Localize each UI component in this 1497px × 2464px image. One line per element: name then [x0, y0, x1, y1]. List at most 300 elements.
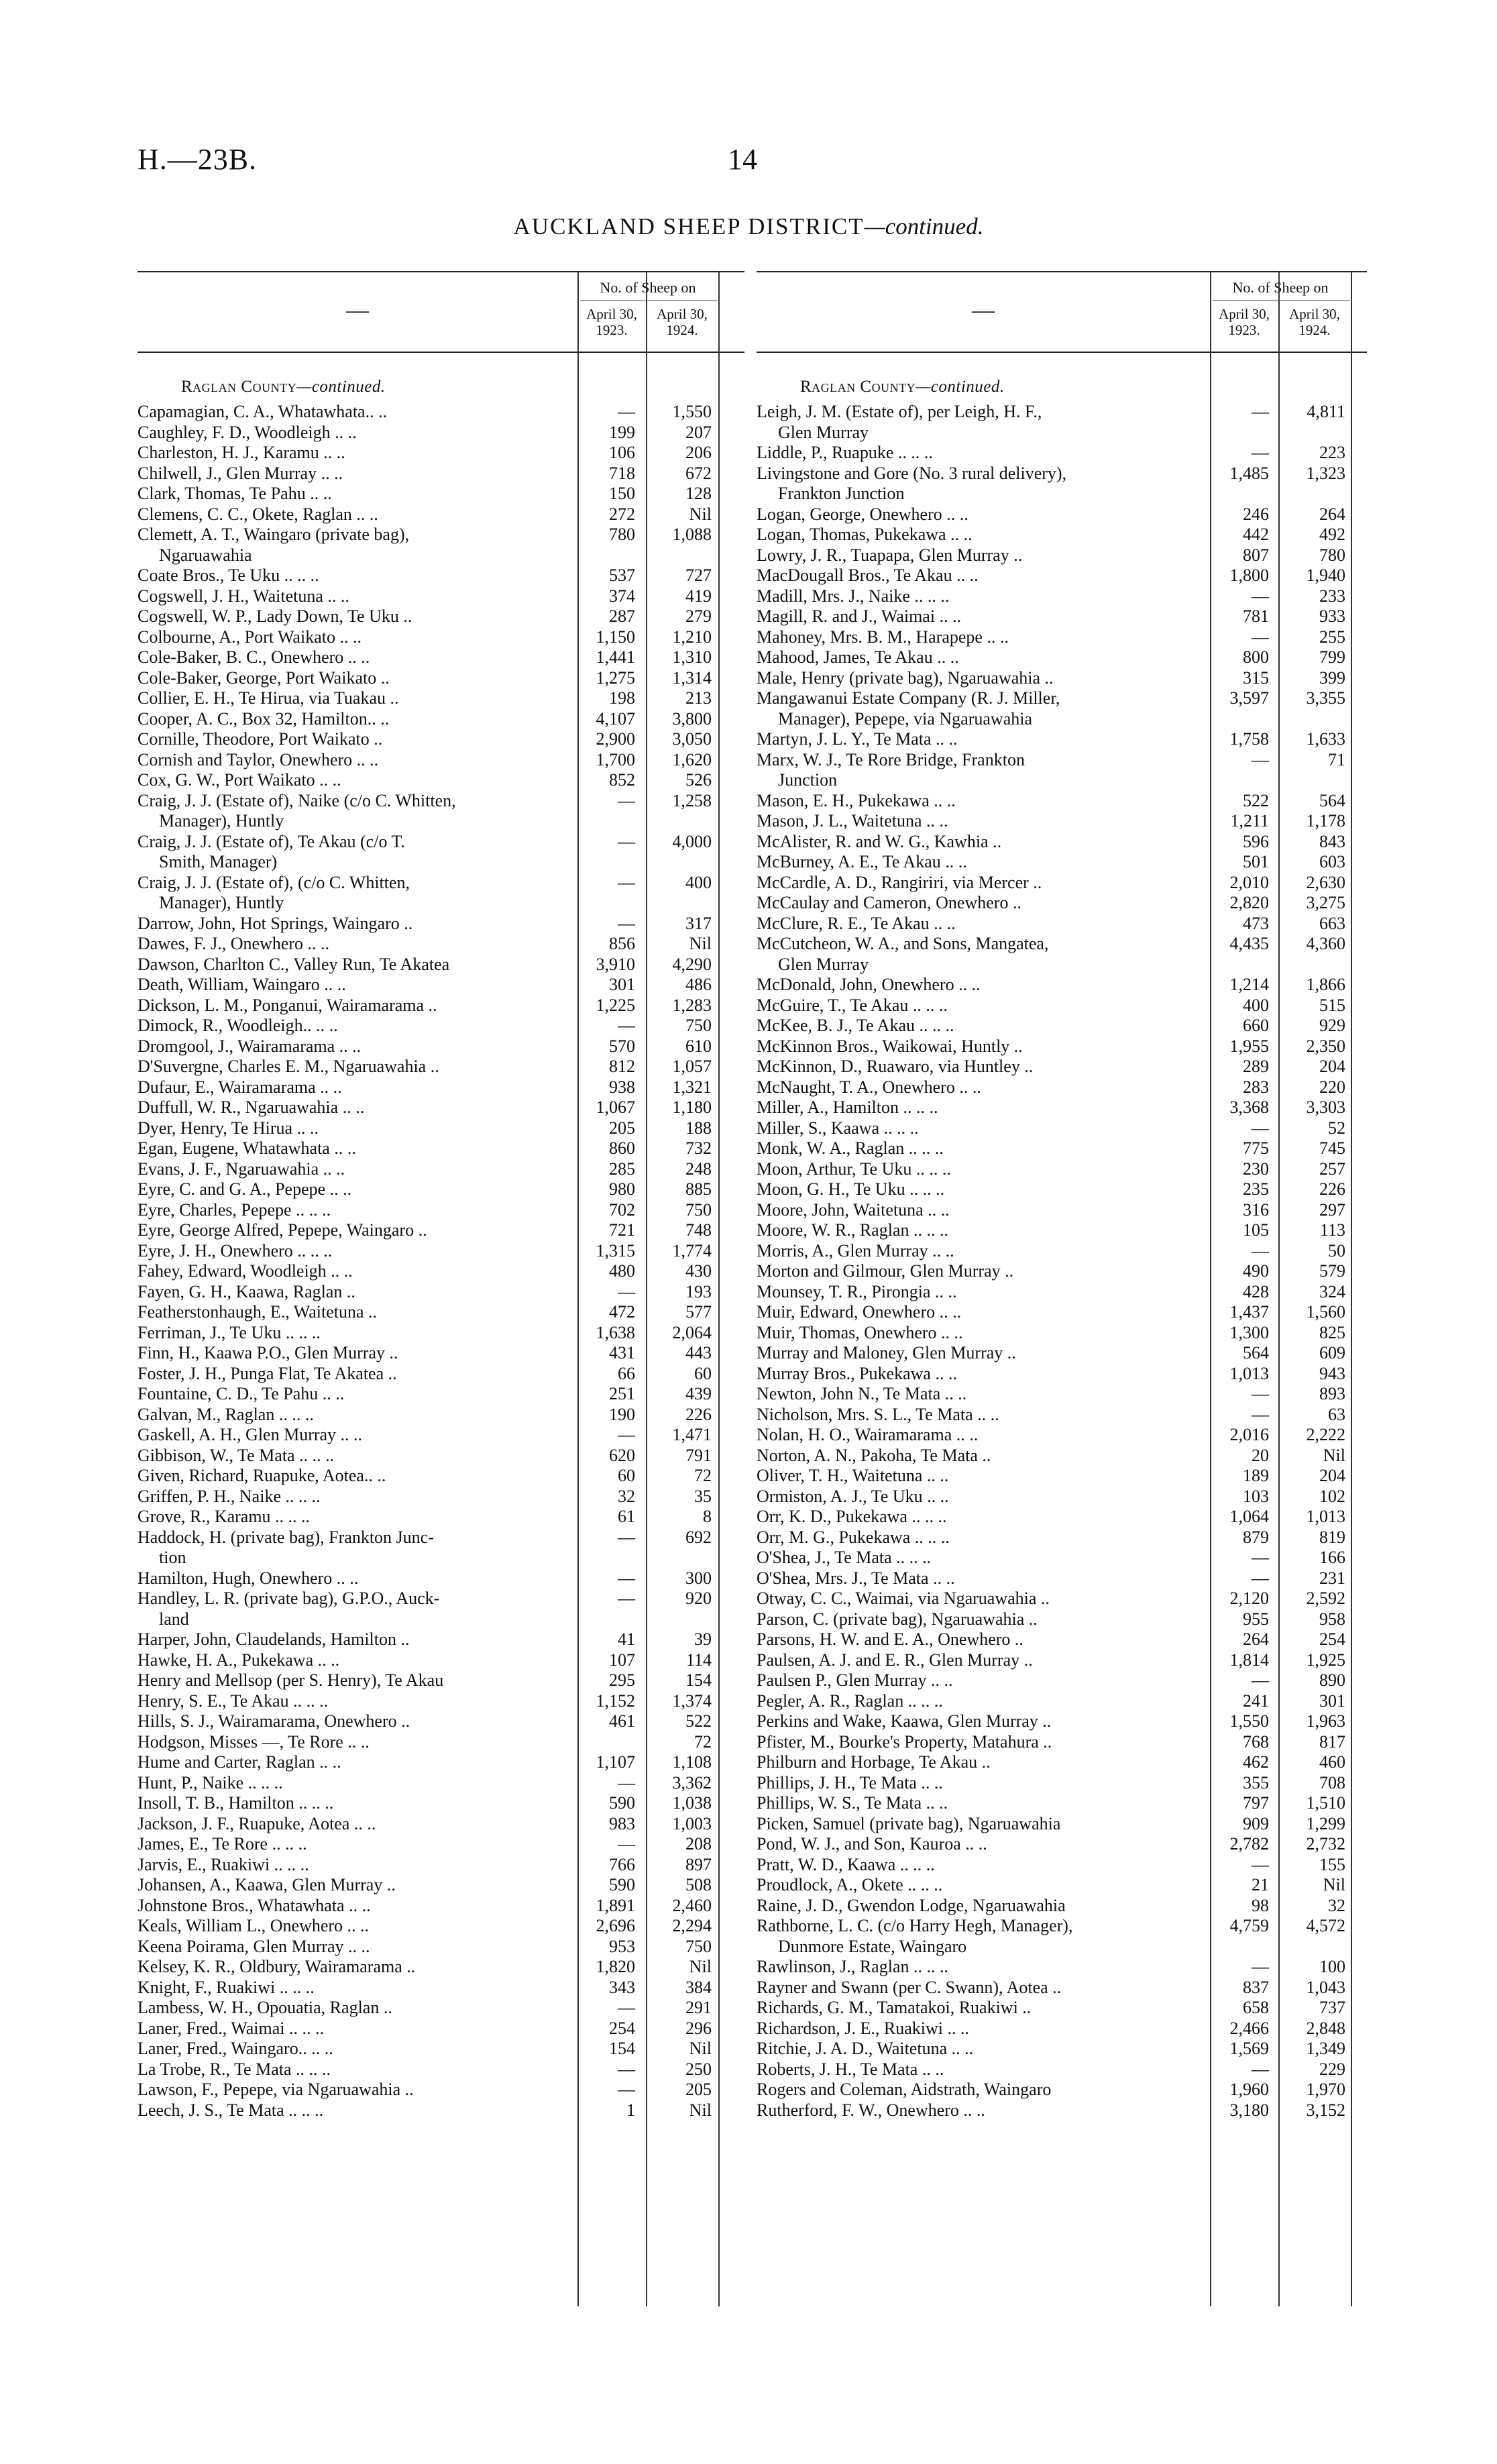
table-row [137, 1487, 744, 1507]
sheep-1923: 1 [626, 2100, 635, 2120]
holder-name-line: Evans, J. F., Ngaruawahia .. .. [137, 1159, 345, 1179]
table-row [757, 914, 1367, 934]
holder-name [757, 1814, 1203, 1835]
holder-name [137, 1998, 567, 2019]
holder-name-line: Lowry, J. R., Tuapapa, Glen Murray .. [757, 545, 1023, 565]
table-row [757, 1241, 1367, 1262]
holder-name [757, 791, 1203, 812]
county-heading [181, 378, 386, 396]
sheep-1923: 702 [609, 1199, 635, 1220]
holder-name-line-2: Manager), Huntly [159, 893, 284, 912]
holder-name-line: Moore, John, Waitetuna .. .. [757, 1199, 950, 1220]
holder-name-line: Cole-Baker, B. C., Onewhero .. .. [137, 647, 370, 667]
table-row [757, 647, 1367, 668]
sheep-1923: — [1252, 627, 1269, 647]
holder-name-line: Chilwell, J., Glen Murray .. .. [137, 463, 343, 483]
holder-name [137, 504, 567, 525]
holder-name [137, 996, 567, 1016]
table-row [137, 791, 744, 832]
sheep-1923: — [618, 1834, 635, 1854]
holder-name [757, 647, 1203, 668]
sheep-1924: 50 [1328, 1240, 1345, 1261]
holder-name [137, 1834, 567, 1855]
holder-name-line: Death, William, Waingaro .. .. [137, 975, 346, 994]
holder-name [757, 668, 1203, 689]
holder-name [757, 1752, 1203, 1773]
holder-name [757, 1711, 1203, 1732]
holder-name-line: Rathborne, L. C. (c/o Harry Hegh, Manager), [757, 1916, 1073, 1935]
table-row [137, 1896, 744, 1917]
header-col-1923-l2: 1923. [1228, 322, 1260, 338]
sheep-1924: 893 [1319, 1384, 1345, 1403]
holder-name-line: McAlister, R. and W. G., Kawhia .. [757, 831, 1002, 851]
holder-name-line: Phillips, W. S., Te Mata .. .. [757, 1793, 948, 1813]
table-row [137, 1159, 744, 1180]
header-col-1924-l2: 1924. [1298, 322, 1331, 338]
sheep-1924: 492 [1319, 525, 1345, 544]
sheep-1924: 672 [685, 463, 712, 483]
sheep-1924: 226 [1319, 1179, 1345, 1199]
holder-name [757, 1077, 1203, 1098]
sheep-1924: 564 [1319, 790, 1345, 810]
holder-name [137, 1855, 567, 1876]
sheep-1923: 1,955 [1229, 1036, 1269, 1056]
table-row [757, 1016, 1367, 1036]
table-row [757, 688, 1367, 729]
holder-name [137, 1323, 567, 1344]
sheep-1924: 1,258 [672, 790, 712, 810]
holder-name [137, 1466, 567, 1487]
sheep-1924: 1,321 [672, 1077, 712, 1097]
table-row [757, 1752, 1367, 1773]
sheep-1924: 2,592 [1306, 1589, 1345, 1608]
table-row [137, 750, 744, 771]
holder-name [137, 1097, 567, 1118]
holder-name-line: Pegler, A. R., Raglan .. .. .. [757, 1691, 943, 1711]
holder-name-line: Cox, G. W., Port Waikato .. .. [137, 770, 341, 790]
sheep-1924: 748 [685, 1220, 712, 1240]
sheep-1923: 852 [609, 770, 635, 790]
table-row [757, 2059, 1367, 2080]
holder-name-line: O'Shea, Mrs. J., Te Mata .. .. [757, 1568, 955, 1588]
holder-name-line: Martyn, J. L. Y., Te Mata .. .. [757, 729, 958, 749]
holder-name [137, 1282, 567, 1303]
sheep-1923: 1,437 [1229, 1302, 1269, 1322]
holder-name [137, 1405, 567, 1426]
table-row [757, 729, 1367, 750]
holder-name-line: Kelsey, K. R., Oldbury, Wairamarama .. [137, 1957, 416, 1976]
sheep-1923: — [618, 2059, 635, 2079]
sheep-1924: 52 [1328, 1118, 1345, 1138]
holder-name [137, 1179, 567, 1200]
holder-name [757, 1179, 1203, 1200]
holder-name-line: Collier, E. H., Te Hirua, via Tuakau .. [137, 688, 399, 708]
holder-name [757, 566, 1203, 586]
sheep-1923: 938 [609, 1077, 635, 1097]
table-row [757, 975, 1367, 996]
holder-name [137, 1711, 567, 1732]
holder-name [757, 873, 1203, 894]
sheep-1923: 106 [609, 443, 635, 462]
sheep-1923: 800 [1243, 647, 1269, 667]
holder-name [137, 566, 567, 586]
holder-name [757, 1834, 1203, 1855]
holder-name-line-2: Manager), Huntly [159, 811, 284, 831]
sheep-1924: 1,374 [672, 1691, 712, 1711]
holder-name [757, 1957, 1203, 1978]
sheep-1923: 301 [609, 975, 635, 994]
sheep-1924: 1,510 [1306, 1793, 1345, 1813]
holder-name [757, 1261, 1203, 1282]
sheep-1923: 428 [1243, 1281, 1269, 1301]
sheep-1923: 596 [1243, 831, 1269, 851]
holder-name [137, 586, 567, 607]
table-row [757, 791, 1367, 812]
holder-name [757, 402, 1203, 443]
holder-name-line: McCaulay and Cameron, Onewhero .. [757, 893, 1021, 912]
table-row [137, 1629, 744, 1650]
table-row [137, 1916, 744, 1937]
holder-name [757, 1691, 1203, 1712]
holder-name [757, 2100, 1203, 2121]
sheep-1924: 2,350 [1306, 1036, 1345, 1056]
holder-name [137, 729, 567, 750]
sheep-1923: 953 [609, 1936, 635, 1956]
sheep-1923: 1,064 [1229, 1507, 1269, 1526]
holder-name-line-2: Glen Murray [778, 954, 869, 974]
holder-name-line: McDonald, John, Onewhero .. .. [757, 975, 981, 994]
table-row [757, 1691, 1367, 1712]
holder-name [757, 1589, 1203, 1609]
table-row [757, 1302, 1367, 1323]
table-row [137, 1200, 744, 1221]
table-row [757, 1118, 1367, 1139]
holder-name-line: Richards, G. M., Tamatakoi, Ruakiwi .. [757, 1998, 1032, 2017]
holder-name-line-2: tion [159, 1548, 186, 1567]
sheep-1923: — [618, 1772, 635, 1792]
table-row [757, 1159, 1367, 1180]
sheep-1924: 430 [685, 1261, 712, 1281]
table-row [137, 934, 744, 955]
sheep-1924: 154 [685, 1670, 712, 1690]
holder-name-line: Philburn and Horbage, Te Akau .. [757, 1752, 991, 1772]
sheep-1924: 819 [1319, 1527, 1345, 1547]
holder-name-line: Coate Bros., Te Uku .. .. .. [137, 566, 319, 585]
holder-name-line-2: Ngaruawahia [159, 545, 252, 565]
holder-name [137, 484, 567, 504]
holder-name-line: Mahoney, Mrs. B. M., Harapepe .. .. [757, 627, 1009, 647]
table-row [757, 606, 1367, 627]
table-row [757, 1364, 1367, 1385]
sheep-1924: Nil [689, 934, 712, 953]
holder-name [757, 1282, 1203, 1303]
sheep-1924: 1,940 [1306, 566, 1345, 585]
table-row [757, 1179, 1367, 1200]
sheep-1923: — [1252, 402, 1269, 421]
table-row [137, 1118, 744, 1139]
county-heading [800, 378, 1005, 396]
sheep-1924: 250 [685, 2059, 712, 2079]
table-row [757, 1138, 1367, 1159]
holder-name-line: Henry and Mellsop (per S. Henry), Te Akau [137, 1670, 444, 1690]
sheep-1923: 1,225 [596, 995, 635, 1015]
table-row [137, 566, 744, 586]
holder-name [757, 852, 1203, 873]
sheep-1923: 1,150 [596, 627, 635, 647]
sheep-1923: 3,910 [596, 954, 635, 974]
sheep-1924: 2,630 [1306, 872, 1345, 892]
sheep-1923: 879 [1243, 1527, 1269, 1547]
holder-name [137, 627, 567, 648]
sheep-1923: 620 [609, 1445, 635, 1465]
sheep-1924: 324 [1319, 1281, 1345, 1301]
holder-name-line: Eyre, Charles, Pepepe .. .. .. [137, 1199, 331, 1220]
table-row [757, 1629, 1367, 1650]
sheep-1924: 843 [1319, 831, 1345, 851]
sheep-1924: 799 [1319, 647, 1345, 667]
table-row [757, 1711, 1367, 1732]
sheep-1924: 1,925 [1306, 1650, 1345, 1670]
holder-name-line: Miller, S., Kaawa .. .. .. [757, 1118, 919, 1138]
holder-name-line: Eyre, C. and G. A., Pepepe .. .. [137, 1179, 352, 1199]
sheep-1924: 1,866 [1306, 975, 1345, 994]
sheep-1924: 317 [685, 913, 712, 933]
holder-name-line: Craig, J. J. (Estate of), Te Akau (c/o T. [137, 831, 405, 851]
table-row [137, 1405, 744, 1426]
holder-name [757, 504, 1203, 525]
table-row [137, 1507, 744, 1528]
holder-name [137, 750, 567, 771]
left-table [137, 271, 744, 2306]
table-row [137, 832, 744, 873]
holder-name-line: Capamagian, C. A., Whatawhata.. .. [137, 402, 388, 421]
holder-name [757, 1793, 1203, 1814]
sheep-1923: 98 [1252, 1895, 1269, 1915]
holder-name-line: Johnstone Bros., Whatawhata .. .. [137, 1895, 371, 1915]
holder-name-line: Dimock, R., Woodleigh.. .. .. [137, 1016, 338, 1035]
table-row [757, 525, 1367, 545]
table-row [137, 996, 744, 1016]
sheep-1924: 207 [685, 422, 712, 442]
holder-name [137, 647, 567, 668]
table-row [137, 975, 744, 996]
sheep-1923: — [618, 1589, 635, 1608]
holder-name-line: Galvan, M., Raglan .. .. .. [137, 1404, 314, 1424]
holder-name [137, 464, 567, 484]
holder-name [757, 1978, 1203, 1998]
sheep-1924: 439 [685, 1384, 712, 1403]
sheep-1923: — [618, 1527, 635, 1547]
holder-name-line: Marx, W. J., Te Rore Bridge, Frankton [757, 749, 1025, 769]
sheep-1923: — [1252, 1957, 1269, 1976]
holder-name-line: Henry, S. E., Te Akau .. .. .. [137, 1691, 329, 1711]
sheep-1923: 490 [1243, 1261, 1269, 1281]
table-row [137, 1138, 744, 1159]
table-row [757, 1220, 1367, 1241]
sheep-1924: 1,108 [672, 1752, 712, 1772]
holder-name [757, 1609, 1203, 1630]
sheep-1923: 374 [609, 586, 635, 606]
holder-name [757, 1159, 1203, 1180]
holder-name [137, 975, 567, 996]
header-col-1923-l1: April 30, [1219, 306, 1270, 322]
holder-name-line: Jarvis, E., Ruakiwi .. .. .. [137, 1854, 309, 1874]
sheep-1923: 343 [609, 1977, 635, 1997]
table-row [137, 1016, 744, 1036]
table-row [137, 955, 744, 975]
table-row [757, 1323, 1367, 1344]
county-continued: —continued. [296, 378, 386, 396]
sheep-1924: 257 [1319, 1159, 1345, 1179]
sheep-1924: 522 [685, 1711, 712, 1731]
table-row [137, 423, 744, 443]
table-row [137, 1773, 744, 1794]
header-no-of-sheep: No. of Sheep on [1232, 279, 1329, 296]
sheep-1924: 204 [1319, 1466, 1345, 1485]
holder-name [137, 1978, 567, 1998]
sheep-1924: 1,210 [672, 627, 712, 647]
sheep-1924: 1,003 [672, 1813, 712, 1833]
sheep-1923: — [618, 1016, 635, 1035]
sheep-1923: 1,211 [1230, 811, 1269, 831]
holder-name [757, 1998, 1203, 2019]
holder-name [137, 1650, 567, 1671]
sheep-1924: 3,303 [1306, 1097, 1345, 1117]
sheep-1923: — [618, 1998, 635, 2017]
table-row [137, 1323, 744, 1344]
sheep-1923: 32 [618, 1486, 635, 1506]
holder-name [757, 525, 1203, 545]
holder-name-line: Clemens, C. C., Okete, Raglan .. .. [137, 504, 378, 524]
sheep-1923: 41 [618, 1629, 635, 1649]
sheep-1924: 603 [1319, 852, 1345, 871]
table-row [137, 525, 744, 566]
holder-name-line: Morton and Gilmour, Glen Murray .. [757, 1261, 1014, 1281]
holder-name [757, 1875, 1203, 1896]
table-row [757, 1609, 1367, 1630]
holder-name-line: Cogswell, J. H., Waitetuna .. .. [137, 586, 349, 606]
sheep-1924: 229 [1319, 2059, 1345, 2079]
table-row [137, 1384, 744, 1405]
sheep-1924: 220 [1319, 1077, 1345, 1097]
sheep-1924: Nil [689, 2039, 712, 2058]
sheep-1923: 807 [1243, 545, 1269, 565]
sheep-1923: — [1252, 1568, 1269, 1588]
sheep-1923: 461 [609, 1711, 635, 1731]
sheep-1924: 72 [694, 1466, 712, 1485]
sheep-1924: 663 [1319, 913, 1345, 933]
holder-name-line: Insoll, T. B., Hamilton .. .. .. [137, 1793, 334, 1813]
holder-name-line: Jackson, J. F., Ruapuke, Aotea .. .. [137, 1813, 376, 1833]
table-row [137, 1179, 744, 1200]
table-row [137, 1568, 744, 1589]
sheep-1924: 443 [685, 1343, 712, 1362]
table-header [757, 271, 1367, 353]
holder-name-line: Given, Richard, Ruapuke, Aotea.. .. [137, 1466, 386, 1485]
table-row [137, 914, 744, 934]
table-row [137, 2100, 744, 2121]
holder-name [137, 832, 567, 873]
header-col-1924-l2: 1924. [666, 322, 698, 338]
sheep-1923: 235 [1243, 1179, 1269, 1199]
sheep-1924: 279 [685, 606, 712, 626]
sheep-1923: 590 [609, 1875, 635, 1894]
holder-name [757, 893, 1203, 914]
sheep-1924: 1,178 [1306, 811, 1345, 831]
sheep-1924: 3,050 [672, 729, 712, 749]
sheep-1923: 537 [609, 566, 635, 585]
county-name: Raglan County [800, 378, 916, 396]
table-row [757, 2019, 1367, 2039]
sheep-1924: 255 [1319, 627, 1345, 647]
table-row [757, 1814, 1367, 1835]
holder-name [137, 606, 567, 627]
holder-name [137, 1159, 567, 1180]
holder-name-line: Norton, A. N., Pakoha, Te Mata .. [757, 1445, 991, 1465]
sheep-1924: 231 [1319, 1568, 1345, 1588]
sheep-1923: — [618, 872, 635, 892]
sheep-1924: 1,314 [672, 667, 712, 688]
holder-name [137, 688, 567, 709]
sheep-1924: 3,362 [672, 1772, 712, 1792]
holder-name-line: Craig, J. J. (Estate of), Naike (c/o C. Whitten, [137, 790, 456, 810]
holder-name [757, 1855, 1203, 1876]
sheep-1923: 2,782 [1229, 1834, 1269, 1854]
table-row [137, 1978, 744, 1998]
sheep-1924: 4,811 [1307, 402, 1345, 421]
holder-name-line: Nolan, H. O., Wairamarama .. .. [757, 1425, 979, 1444]
holder-name-line: Perkins and Wake, Kaawa, Glen Murray .. [757, 1711, 1052, 1731]
holder-name-line: Leech, J. S., Te Mata .. .. .. [137, 2100, 324, 2120]
holder-name-line: Rawlinson, J., Raglan .. .. .. [757, 1957, 948, 1976]
holder-name-line: Clemett, A. T., Waingaro (private bag), [137, 525, 410, 544]
holder-name [757, 811, 1203, 832]
table-row [137, 1834, 744, 1855]
header-rule [1213, 301, 1350, 302]
sheep-1923: 254 [609, 2018, 635, 2038]
holder-name [757, 627, 1203, 648]
holder-name [757, 934, 1203, 975]
sheep-1923: 4,107 [596, 708, 635, 729]
table-row [757, 545, 1367, 566]
table-row [757, 1548, 1367, 1568]
table-row [757, 1896, 1367, 1917]
table-row [757, 1732, 1367, 1753]
sheep-1923: 522 [1243, 790, 1269, 810]
holder-name-line: Finn, H., Kaawa P.O., Glen Murray .. [137, 1343, 398, 1362]
holder-name-line: Lawson, F., Pepepe, via Ngaruawahia .. [137, 2080, 414, 2099]
page-title [0, 213, 1497, 240]
table-row [757, 1589, 1367, 1609]
holder-name [137, 1629, 567, 1650]
table-row [137, 1937, 744, 1958]
page-reference: H.—23B. [137, 143, 258, 176]
sheep-1924: 4,572 [1306, 1916, 1345, 1935]
sheep-1923: 1,067 [596, 1097, 635, 1117]
sheep-1924: 610 [685, 1036, 712, 1056]
sheep-1924: 72 [694, 1731, 712, 1752]
holder-name [757, 2080, 1203, 2100]
sheep-1924: 4,290 [672, 954, 712, 974]
sheep-1924: 193 [685, 1281, 712, 1301]
header-col-1923-l1: April 30, [586, 306, 637, 322]
sheep-1923: 2,466 [1229, 2018, 1269, 2038]
holder-name [757, 1364, 1203, 1385]
holder-name-line: Cogswell, W. P., Lady Down, Te Uku .. [137, 606, 412, 626]
table-row [757, 1384, 1367, 1405]
table-row [757, 566, 1367, 586]
sheep-1924: 737 [1319, 1998, 1345, 2017]
